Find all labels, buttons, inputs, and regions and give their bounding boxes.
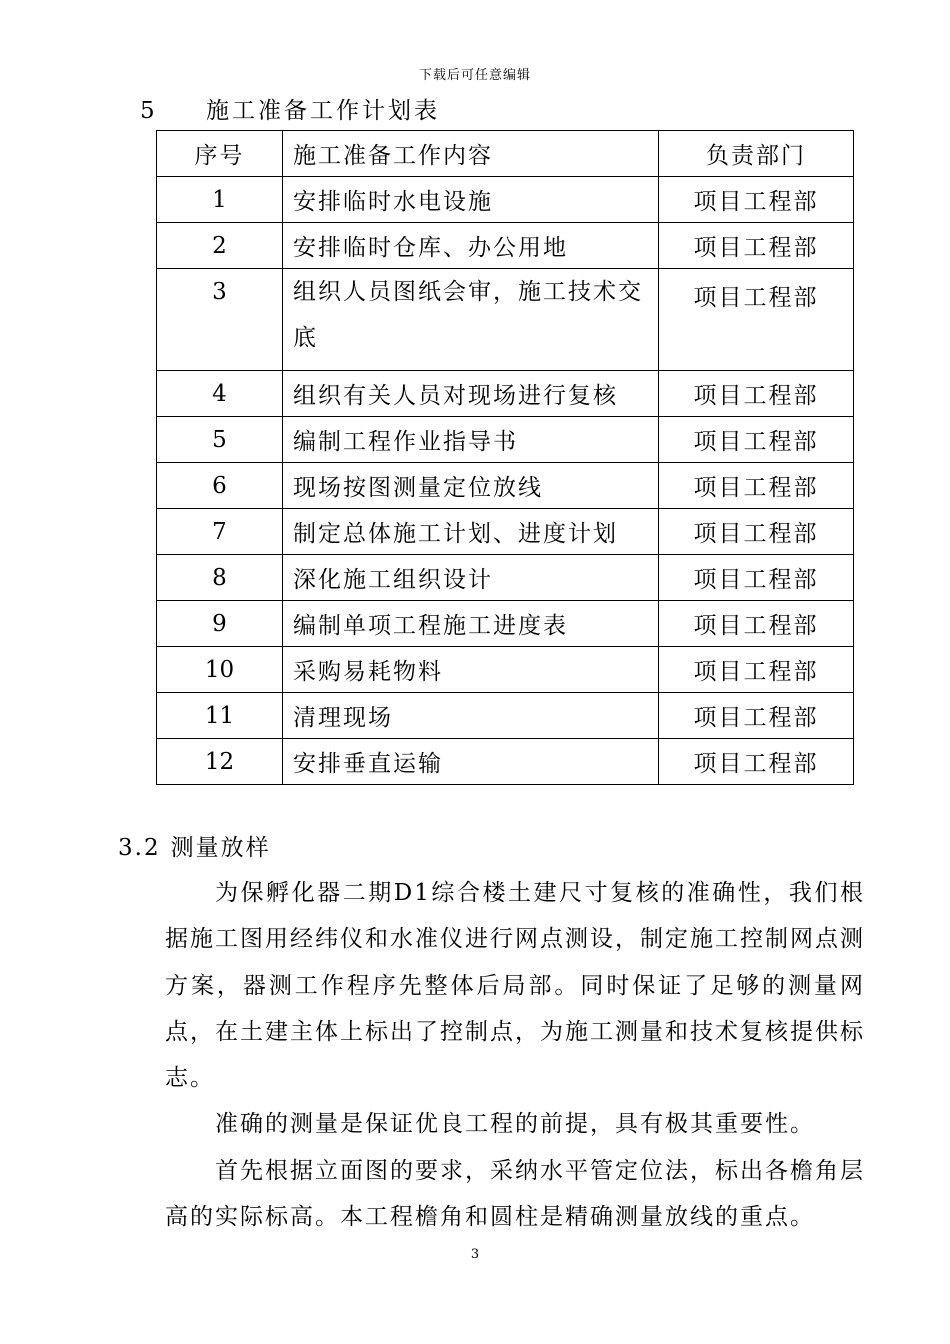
preparation-plan-table [156,130,854,785]
page-header: 下载后可任意编辑 [418,68,531,83]
paragraph: 准确的测量是保证优良工程的前提，具有极其重要性。 [215,1111,815,1138]
table-row [157,463,854,509]
table-row [157,417,854,463]
row-dept: 项目工程部 [659,509,854,555]
row-content: 安排临时水电设施 [283,177,659,223]
subsection-number: 3.2 [118,835,161,861]
row-index: 3 [157,269,283,371]
row-index: 7 [157,509,283,555]
table-row [157,177,854,223]
row-dept: 项目工程部 [659,601,854,647]
header-cell-dept: 负责部门 [659,131,854,177]
row-content: 组织有关人员对现场进行复核 [283,371,659,417]
row-index: 8 [157,555,283,601]
table-row [157,739,854,785]
header-cell-index: 序号 [157,131,283,177]
row-content: 编制单项工程施工进度表 [283,601,659,647]
header-cell-content: 施工准备工作内容 [283,131,659,177]
row-dept: 项目工程部 [659,739,854,785]
row-content: 深化施工组织设计 [283,555,659,601]
row-index: 4 [157,371,283,417]
row-dept: 项目工程部 [659,177,854,223]
subsection-title-text: 测量放样 [170,835,271,861]
row-content: 编制工程作业指导书 [283,417,659,463]
row-dept: 项目工程部 [659,371,854,417]
row-index: 11 [157,693,283,739]
table-row [157,647,854,693]
row-content: 安排临时仓库、办公用地 [283,223,659,269]
row-index: 12 [157,739,283,785]
paragraph: 为保孵化器二期D1综合楼土建尺寸复核的准确性，我们根据施工图用经纬仪和水准仪进行网点测设，制定施工控制网点测方案，器测工作程序先整体后局部。同时保证了足够的测量网点，在土建主体上标出了控制点，为施工测量和技术复核提供标志。 [165,880,865,1092]
row-content: 安排垂直运输 [283,739,659,785]
page-number: 3 [470,1247,480,1262]
section-number: 5 [140,98,158,124]
table-row [157,693,854,739]
table-row [157,509,854,555]
row-index: 10 [157,647,283,693]
row-content: 现场按图测量定位放线 [283,463,659,509]
body-text [165,870,865,1240]
row-dept: 项目工程部 [659,417,854,463]
section-title [140,92,440,125]
table-header-row [157,131,854,177]
row-content: 制定总体施工计划、进度计划 [283,509,659,555]
row-index: 1 [157,177,283,223]
row-content: 采购易耗物料 [283,647,659,693]
table-row [157,371,854,417]
table-row [157,601,854,647]
row-content: 清理现场 [283,693,659,739]
row-dept: 项目工程部 [659,463,854,509]
paragraph: 首先根据立面图的要求，采纳水平管定位法，标出各檐角层高的实际标高。本工程檐角和圆柱是精确测量放线的重点。 [165,1157,865,1231]
row-dept: 项目工程部 [659,223,854,269]
row-index: 9 [157,601,283,647]
row-dept: 项目工程部 [659,555,854,601]
table-row [157,269,854,371]
table-row [157,223,854,269]
section-title-text: 施工准备工作计划表 [206,98,440,124]
table-row [157,555,854,601]
row-index: 2 [157,223,283,269]
subsection-title [118,829,271,862]
row-dept: 项目工程部 [659,693,854,739]
row-index: 6 [157,463,283,509]
row-content: 组织人员图纸会审，施工技术交底 [283,269,659,371]
row-dept: 项目工程部 [659,647,854,693]
row-index: 5 [157,417,283,463]
row-dept: 项目工程部 [659,269,854,371]
